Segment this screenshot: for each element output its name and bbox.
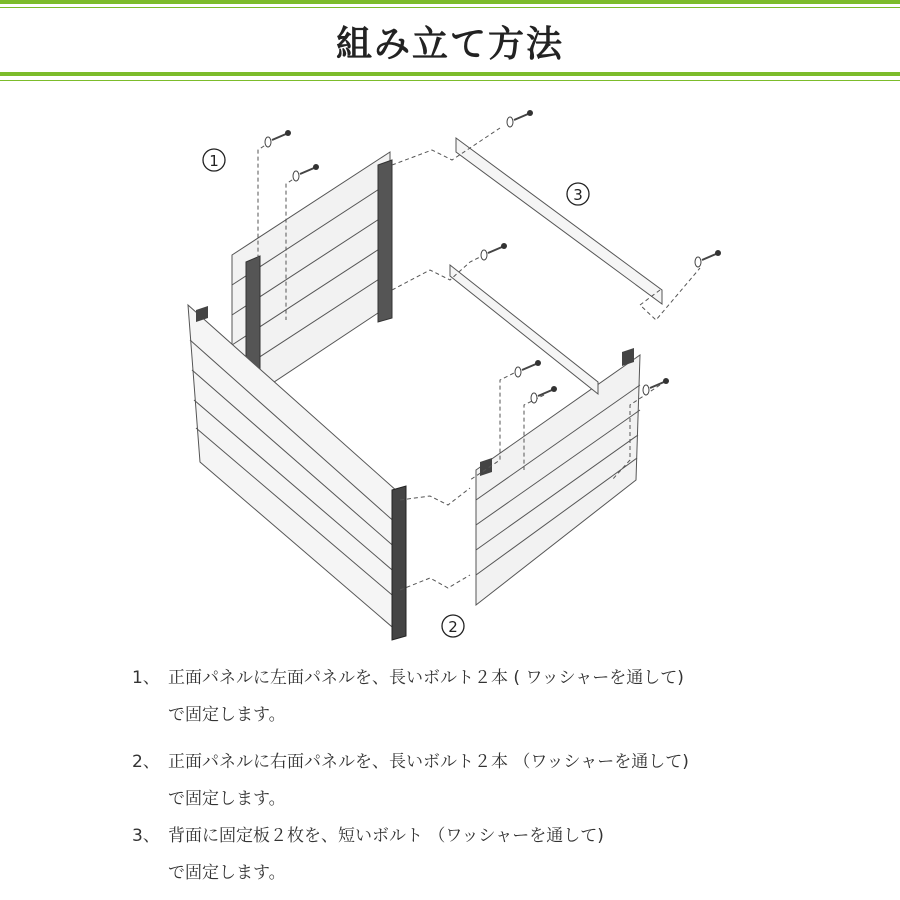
step-number: 1、 (132, 668, 160, 688)
bolt-icon (515, 360, 541, 377)
step-text: 背面に固定板２枚を、短いボルト （ワッシャーを通して) (168, 826, 604, 846)
header-rule-top-thin (0, 7, 900, 8)
bolt-icon (507, 110, 533, 127)
svg-text:1: 1 (209, 152, 219, 170)
step-text-cont: で固定します。 (168, 863, 286, 883)
callout-2 (442, 615, 464, 637)
assembly-diagram (0, 90, 900, 650)
page-title: 組み立て方法 (335, 24, 564, 65)
svg-text:3: 3 (573, 186, 583, 204)
svg-text:2: 2 (448, 618, 458, 636)
step-text: 正面パネルに左面パネルを、長いボルト２本 ( ワッシャーを通して) (168, 668, 684, 688)
brace-top (456, 138, 662, 304)
header-rule-bottom (0, 72, 900, 76)
bolt-icon (643, 378, 669, 395)
step-1 (132, 660, 684, 734)
header-rule-top (0, 0, 900, 4)
bolt-icon (265, 130, 291, 147)
step-number: 2、 (132, 752, 160, 772)
step-3 (132, 818, 604, 892)
bolt-icon (695, 250, 721, 267)
step-text-cont: で固定します。 (168, 789, 286, 809)
bolt-icon (481, 243, 507, 260)
callout-1 (203, 149, 225, 171)
step-2 (132, 744, 689, 818)
brace-middle (450, 265, 598, 394)
bolt-icon (531, 386, 557, 403)
step-number: 3、 (132, 826, 160, 846)
step-text: 正面パネルに右面パネルを、長いボルト２本 （ワッシャーを通して) (168, 752, 689, 772)
callout-3 (567, 183, 589, 205)
header-rule-bottom-thin (0, 80, 900, 81)
step-text-cont: で固定します。 (168, 705, 286, 725)
bolt-icon (293, 164, 319, 181)
